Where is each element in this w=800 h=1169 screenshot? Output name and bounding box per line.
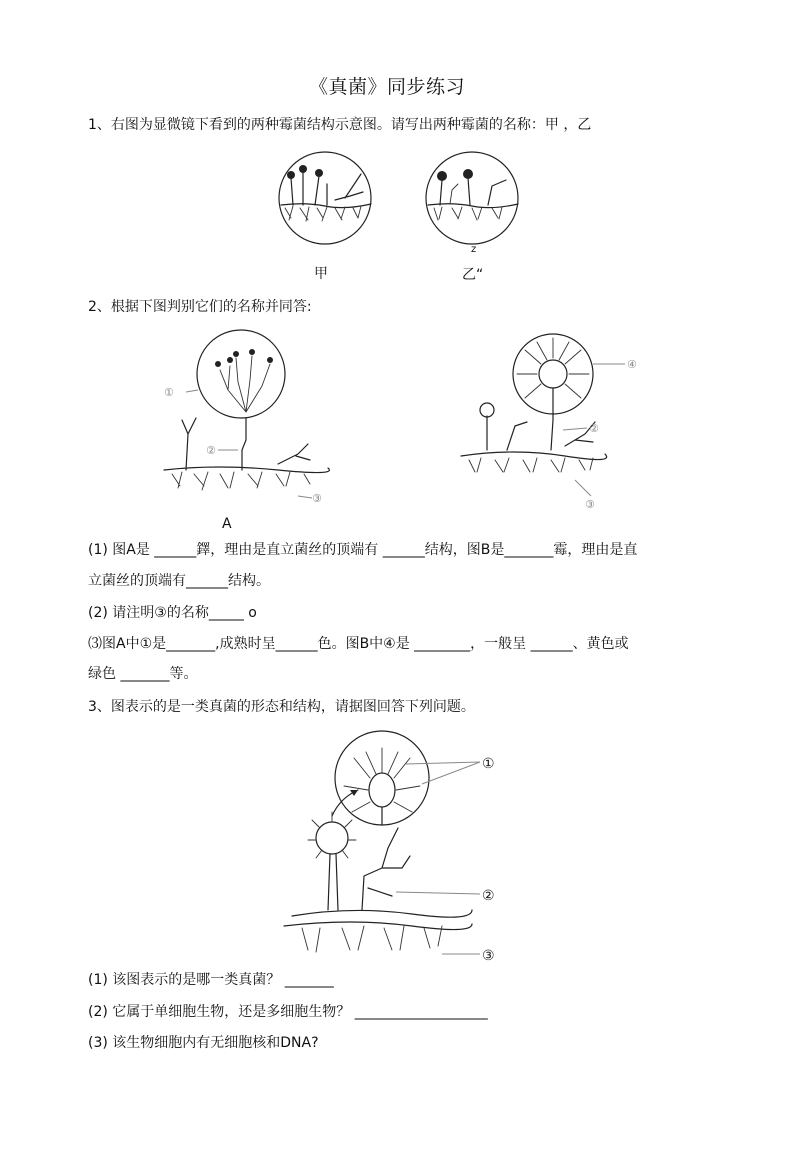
figure-a-label-1: ①: [164, 386, 174, 399]
question-2-part-3-line-2: 绿色 _______等。: [88, 666, 198, 682]
figure-a-label-2: ②: [206, 444, 216, 457]
figure-q2-a: [158, 330, 338, 520]
figure-q2-b: [455, 330, 645, 510]
question-1-stem: 1、右图为显微镜下看到的两种霉菌结构示意图。请写出两种霉菌的名称：甲 ，乙: [88, 117, 592, 133]
figure-a-caption: A: [222, 516, 232, 532]
caption-jia: 甲: [314, 266, 328, 282]
question-3-part-3: (3) 该生物细胞内有无细胞核和DNA?: [88, 1035, 319, 1051]
question-3-part-1: (1) 该图表示的是哪一类真菌？ _______: [88, 972, 334, 988]
question-2-part-2: (2) 请注明③的名称_____ o: [88, 605, 257, 621]
figure-q1-yi: [422, 150, 522, 250]
figure-a-label-3: ③: [312, 492, 322, 505]
figure-q3-label-1: ①: [482, 756, 495, 772]
question-2-part-1-line-1: (1) 图A是 ______鐸，理由是直立菌丝的顶端有 ______结构，图B是_______霉，理由是直: [88, 542, 638, 558]
question-3-stem: 3、图表示的是一类真菌的形态和结构，请据图回答下列问题。: [88, 699, 475, 715]
figure-q3-label-2: ②: [482, 888, 495, 904]
figure-b-label-2: ②: [589, 422, 599, 435]
question-3-part-2: (2) 它属于单细胞生物，还是多细胞生物？ ___________________: [88, 1004, 488, 1020]
question-2-part-1-line-2: 立菌丝的顶端有______结构。: [88, 573, 270, 589]
question-2-stem: 2、根据下图判别它们的名称并同答:: [88, 299, 312, 315]
figure-q3: [272, 728, 522, 968]
caption-yi: 乙“: [462, 267, 484, 283]
question-2-part-3-line-1: ⑶图A中①是_______,成熟时呈______色。图B中④是 ________，一般呈 ______、黄色或: [88, 636, 629, 652]
figure-b-label-3: ③: [585, 498, 595, 511]
figure-b-label-4: ④: [627, 358, 637, 371]
figure-q3-label-3: ③: [482, 948, 495, 964]
figure-q1-jia: [275, 150, 375, 250]
small-mark: z: [471, 244, 477, 255]
page-title: 《真菌》同步练习: [309, 76, 466, 98]
